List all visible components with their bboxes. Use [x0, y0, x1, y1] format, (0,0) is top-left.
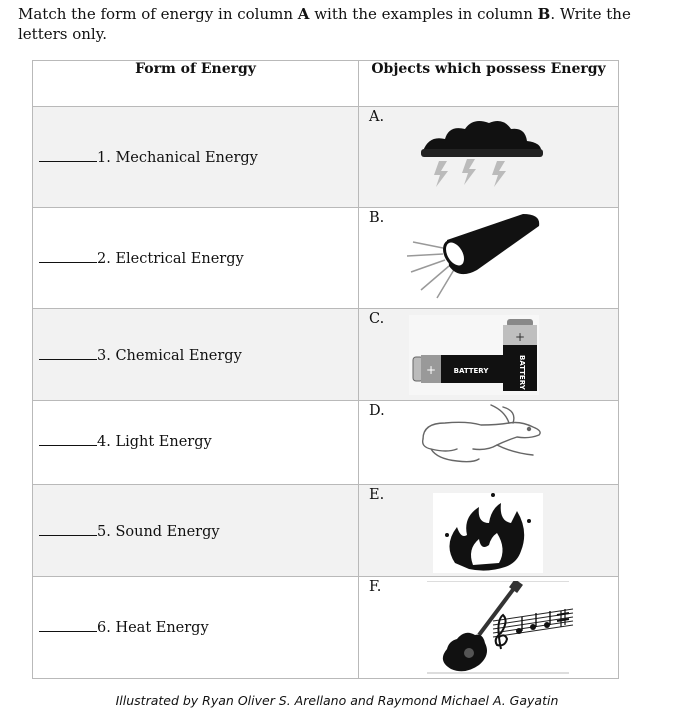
- guitar-music-icon: [425, 581, 575, 677]
- answer-blank-5[interactable]: [39, 523, 97, 536]
- item-sound-energy: 5. Sound Energy: [97, 524, 220, 540]
- storm-cloud-icon: [415, 113, 547, 193]
- fire-icon: [433, 493, 543, 573]
- row-b-picture-cell: [359, 208, 619, 309]
- row-e-picture-cell: [359, 485, 619, 577]
- row-6-item-cell: [33, 577, 359, 679]
- letter-c: C.: [369, 311, 385, 327]
- row-f-picture-cell: [359, 577, 619, 679]
- letter-b: B.: [369, 210, 385, 226]
- row-3-item-cell: [33, 309, 359, 401]
- instructions: Match the form of energy in column A with the examples in column B. Write the letters only.: [18, 5, 631, 43]
- answer-blank-2[interactable]: [39, 250, 97, 263]
- item-heat-energy: 6. Heat Energy: [97, 620, 209, 636]
- letter-e: E.: [369, 487, 385, 503]
- row-d-picture-cell: [359, 401, 619, 485]
- answer-blank-4[interactable]: [39, 433, 97, 446]
- column-b-label: B: [537, 5, 551, 23]
- letter-d: D.: [369, 403, 385, 419]
- row-5-item-cell: [33, 485, 359, 577]
- header-form-of-energy: Form of Energy: [33, 61, 359, 107]
- rabbit-icon: [417, 403, 547, 469]
- item-light-energy: 4. Light Energy: [97, 434, 212, 450]
- row-c-picture-cell: [359, 309, 619, 401]
- row-a-picture-cell: [359, 107, 619, 208]
- item-mechanical-energy: 1. Mechanical Energy: [97, 150, 258, 166]
- illustration-credit: Illustrated by Ryan Oliver S. Arellano and Raymond Michael A. Gayatin: [115, 693, 559, 708]
- header-objects: Objects which possess Energy: [359, 61, 619, 107]
- answer-blank-6[interactable]: [39, 619, 97, 632]
- row-2-item-cell: [33, 208, 359, 309]
- flashlight-icon: [403, 214, 553, 304]
- item-chemical-energy: 3. Chemical Energy: [97, 348, 242, 364]
- svg-text:+: +: [514, 330, 526, 344]
- item-electrical-energy: 2. Electrical Energy: [97, 251, 244, 267]
- svg-text:BATTERY: BATTERY: [453, 367, 489, 375]
- row-4-item-cell: [33, 401, 359, 485]
- svg-text:+: +: [425, 363, 437, 377]
- row-1-item-cell: [33, 107, 359, 208]
- letter-f: F.: [369, 579, 382, 595]
- batteries-icon: [409, 315, 539, 395]
- column-a-label: A: [297, 5, 310, 23]
- answer-blank-1[interactable]: [39, 149, 97, 162]
- answer-blank-3[interactable]: [39, 347, 97, 360]
- letter-a: A.: [369, 109, 385, 125]
- svg-text:BATTERY: BATTERY: [518, 355, 526, 390]
- matching-table: [32, 60, 619, 679]
